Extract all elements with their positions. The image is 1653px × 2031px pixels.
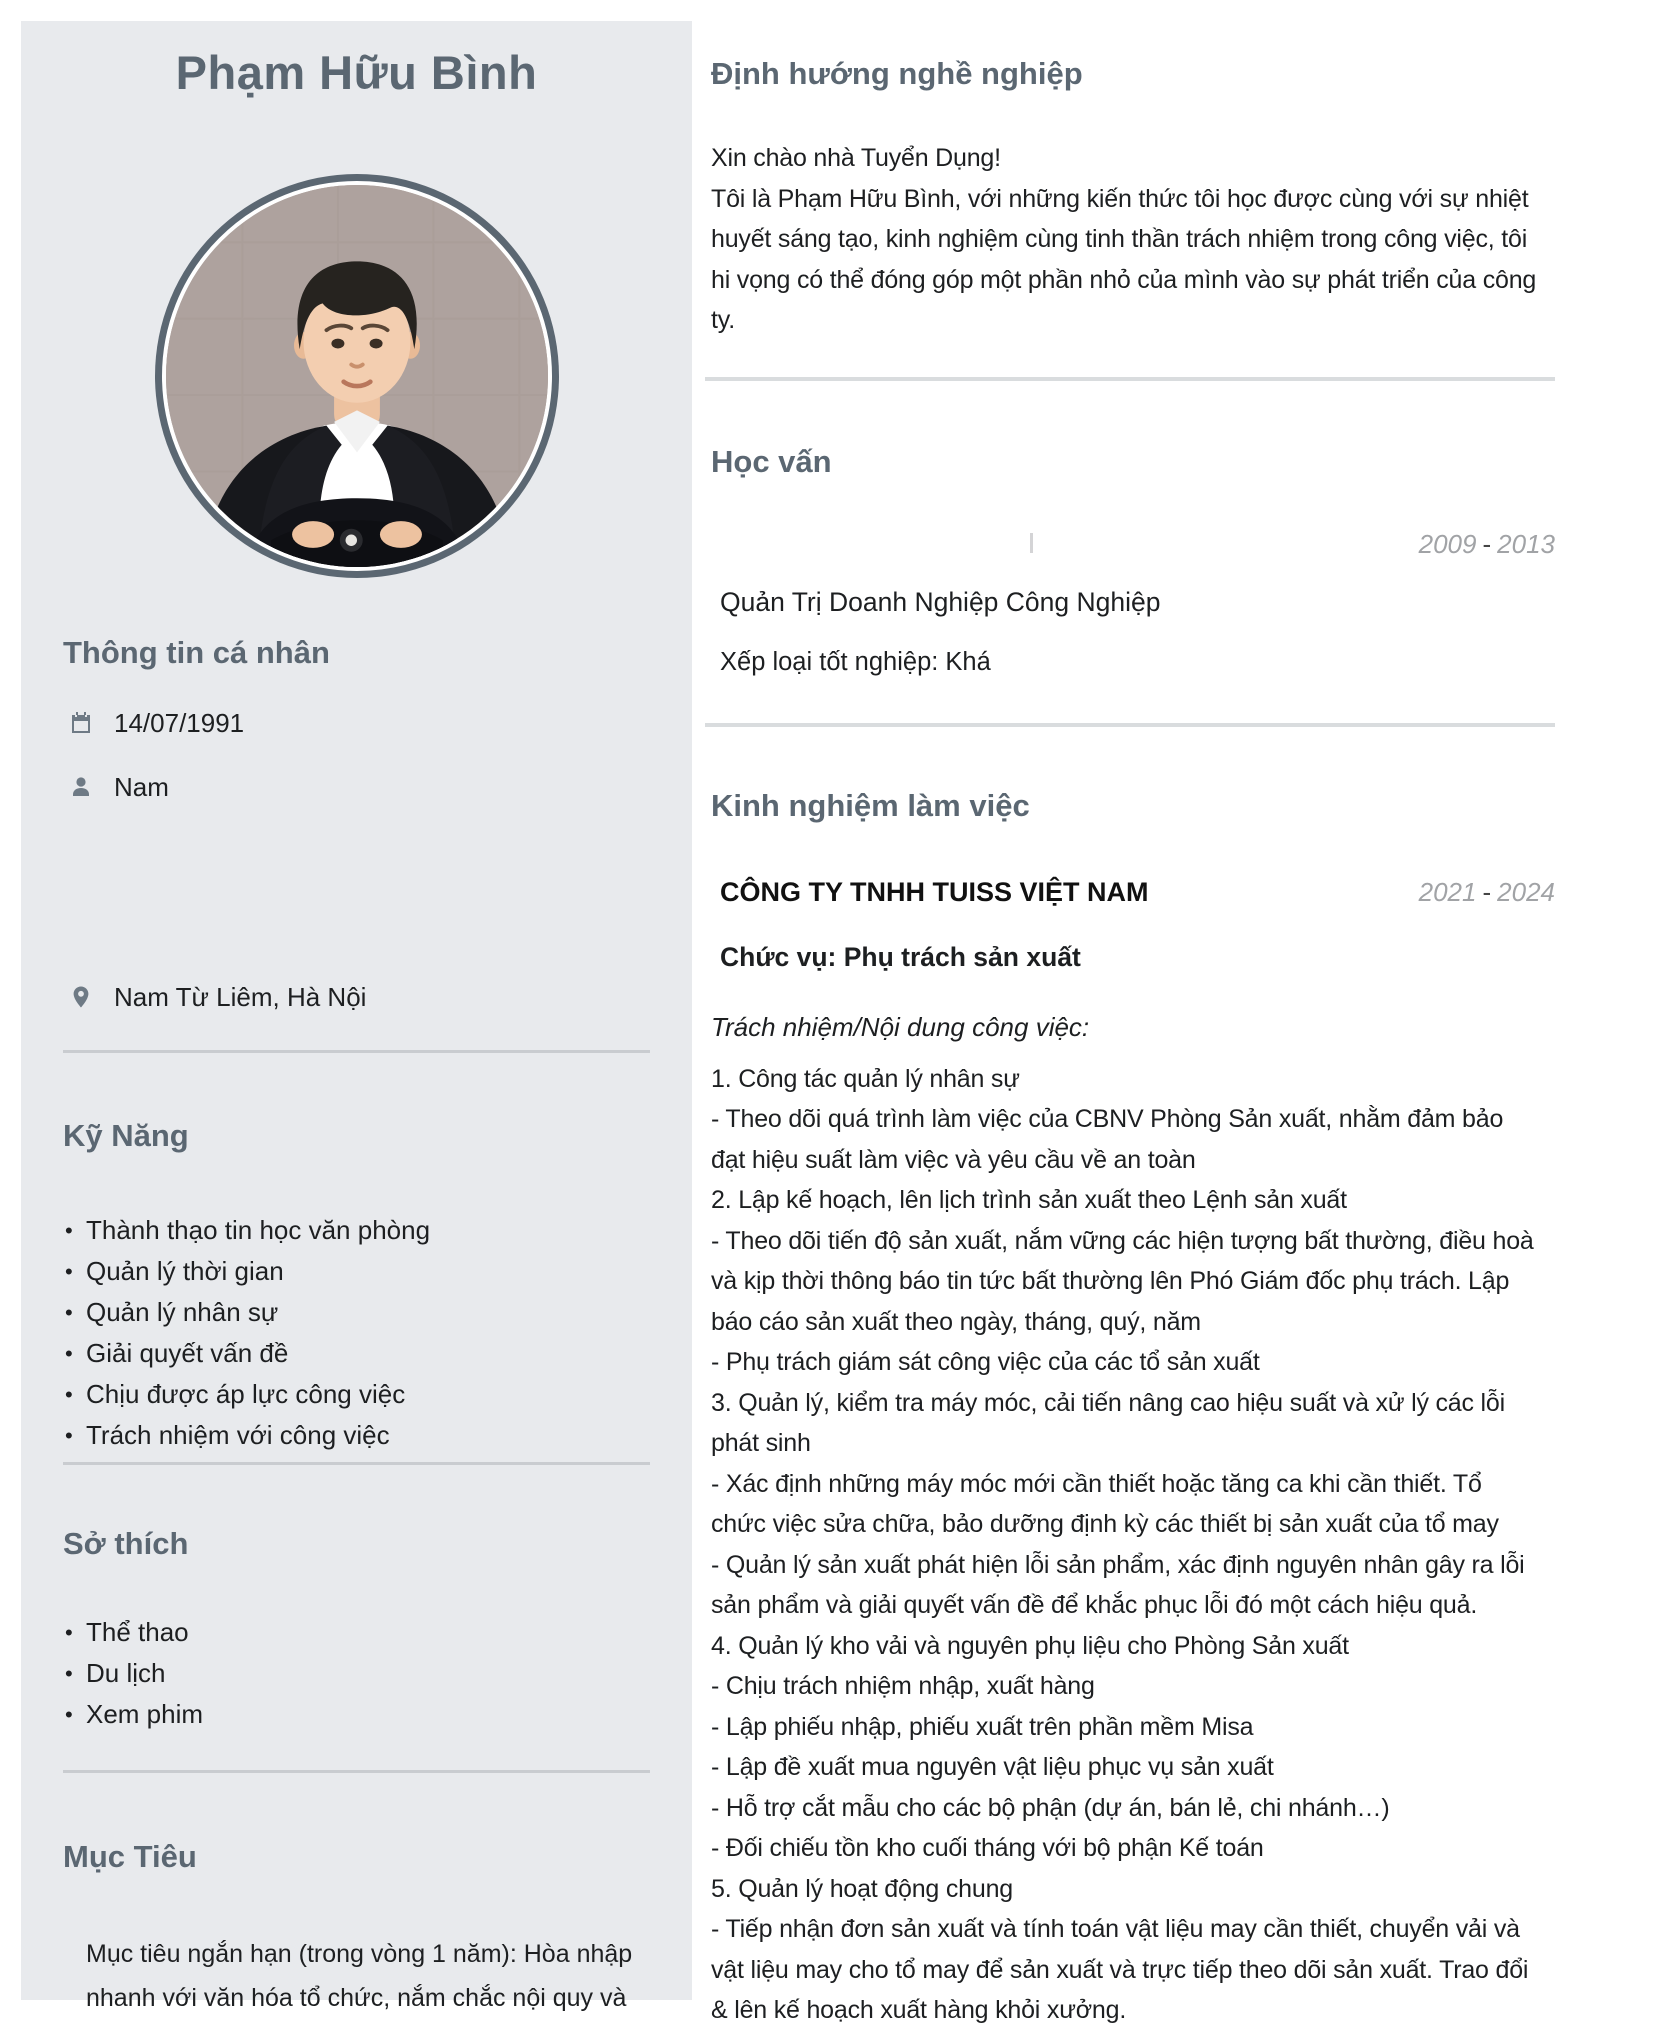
birth-date-value: 14/07/1991 [114,707,245,738]
goals-text [63,1932,650,2020]
person-icon [69,775,93,799]
duty-line: - Phụ trách giám sát công việc của các tổ sản xuất [711,1348,1260,1376]
education-major: Quản Trị Doanh Nghiệp Công Nghiệp [720,586,1161,617]
experience-heading: Kinh nghiệm làm việc [711,787,1030,823]
skill-item: • Thành thạo tin học văn phòng [63,1210,650,1251]
duty-line: - Quản lý sản xuất phát hiện lỗi sản phẩm, xác định nguyên nhân gây ra lỗi [711,1550,1525,1579]
duty-line: đạt hiệu suất làm việc và yêu cầu về an toàn [711,1145,1196,1174]
hobby-item: • Thể thao [63,1612,650,1653]
duties-list [705,1059,1555,2031]
sidebar [21,21,692,2012]
experience-end-year: 2024 [1497,876,1555,907]
orientation-heading: Định hướng nghề nghiệp [711,56,1083,91]
gender-row [63,770,650,804]
section-divider [705,377,1555,381]
duty-line: - Chịu trách nhiệm nhập, xuất hàng [711,1672,1095,1700]
paragraph-line: ty. [711,306,735,334]
orientation-paragraph [705,138,1555,341]
duty-line: - Theo dõi tiến độ sản xuất, nắm vững các hiện tượng bất thường, điều hoà [711,1226,1534,1255]
duty-line: 4. Quản lý kho vải và nguyên phụ liệu cho Phòng Sản xuất [711,1631,1349,1660]
duty-line: báo cáo sản xuất theo ngày, tháng, quý, năm [711,1307,1201,1336]
education-end-year: 2013 [1497,528,1555,559]
job-position: Chức vụ: Phụ trách sản xuất [720,941,1081,972]
location-pin-icon [69,985,93,1009]
year-separator: - [1482,528,1492,559]
hobby-item: • Du lịch [63,1653,650,1694]
sidebar-divider [63,1462,650,1465]
education-period-row [705,529,1555,561]
paragraph-line: Xin chào nhà Tuyển Dụng! [711,144,1001,172]
experience-company-row [705,877,1555,911]
section-divider [705,723,1555,727]
main-column [705,0,1555,2031]
education-period [1419,529,1555,560]
duties-label: Trách nhiệm/Nội dung công việc: [711,1011,1090,1042]
duty-line: vật liệu may cho tổ may để sản xuất và trực tiếp theo dõi sản xuất. Trao đổi [711,1955,1529,1984]
birth-date-row [63,706,650,740]
education-heading: Học vấn [711,443,832,479]
portrait-illustration [166,185,548,567]
sidebar-divider [63,1770,650,1773]
goals-heading: Mục Tiêu [63,1839,197,1874]
hobby-item: • Xem phim [63,1694,650,1735]
duty-line: - Đối chiếu tồn kho cuối tháng với bộ phận Kế toán [711,1834,1264,1862]
skill-item: • Chịu được áp lực công việc [63,1374,650,1415]
personal-info-heading: Thông tin cá nhân [63,635,330,670]
duty-line: và kịp thời thông báo tin tức bất thường lên Phó Giám đốc phụ trách. Lập [711,1267,1510,1295]
duty-line: 5. Quản lý hoạt động chung [711,1874,1013,1903]
education-grade: Xếp loại tốt nghiệp: Khá [720,647,991,676]
skill-item: • Trách nhiệm với công việc [63,1415,650,1456]
hobbies-heading: Sở thích [63,1526,189,1561]
calendar-icon [69,711,93,735]
duty-line: 1. Công tác quản lý nhân sự [711,1064,1020,1093]
redaction-artifact [1030,533,1033,553]
location-row [63,980,650,1014]
skill-item: • Quản lý thời gian [63,1251,650,1292]
skill-item: • Quản lý nhân sự [63,1292,650,1333]
paragraph-line: Tôi là Phạm Hữu Bình, với những kiến thức tôi học được cùng với sự nhiệt [711,184,1529,213]
gender-value: Nam [114,771,169,802]
skills-list [63,1210,650,1456]
experience-start-year: 2021 [1418,876,1477,907]
skill-item: • Giải quyết vấn đề [63,1333,650,1374]
company-name: CÔNG TY TNHH TUISS VIỆT NAM [720,876,1149,907]
candidate-name: Phạm Hữu Bình [175,46,538,99]
duty-line: - Theo dõi quá trình làm việc của CBNV Phòng Sản xuất, nhằm đảm bảo [711,1105,1504,1133]
sidebar-divider [63,1050,650,1053]
year-separator: - [1482,876,1492,907]
duty-line: - Lập phiếu nhập, phiếu xuất trên phần mềm Misa [711,1712,1254,1741]
goal-text-line: nhanh với văn hóa tổ chức, nắm chắc nội quy và [86,1984,627,2012]
paragraph-line: huyết sáng tạo, kinh nghiệm cùng tinh thần trách nhiệm trong công việc, tôi [711,225,1528,253]
paragraph-line: hi vọng có thể đóng góp một phần nhỏ của mình vào sự phát triển của công [711,265,1537,294]
duty-line: 3. Quản lý, kiểm tra máy móc, cải tiến nâng cao hiệu suất và xử lý các lỗi [711,1388,1505,1417]
duty-line: chức việc sửa chữa, bảo dưỡng định kỳ các thiết bị sản xuất của tổ may [711,1510,1499,1538]
duty-line: sản phẩm và giải quyết vấn đề để khắc phục lỗi đó một cách hiệu quả. [711,1591,1478,1619]
personal-info-rows [63,706,650,1014]
profile-photo [155,174,559,578]
duty-line: - Tiếp nhận đơn sản xuất và tính toán vật liệu may cần thiết, chuyển vải và [711,1915,1520,1943]
duty-line: - Hỗ trợ cắt mẫu cho các bộ phận (dự án, bán lẻ, chi nhánh…) [711,1793,1390,1822]
duty-line: - Lập đề xuất mua nguyên vật liệu phục vụ sản xuất [711,1753,1274,1781]
duty-line: & lên kế hoạch xuất hàng khỏi xưởng. [711,1996,1127,2024]
duty-line: 2. Lập kế hoạch, lên lịch trình sản xuất theo Lệnh sản xuất [711,1186,1347,1214]
skills-heading: Kỹ Năng [63,1118,189,1153]
profile-photo-image [162,181,552,571]
hobbies-list [63,1612,650,1735]
goal-text-line: Mục tiêu ngắn hạn (trong vòng 1 năm): Hòa nhập [86,1940,633,1968]
experience-period [1419,877,1555,908]
location-value: Nam Từ Liêm, Hà Nội [114,981,367,1012]
duty-line: phát sinh [711,1429,811,1457]
duty-line: - Xác định những máy móc mới cần thiết hoặc tăng ca khi cần thiết. Tổ [711,1469,1482,1498]
education-start-year: 2009 [1418,528,1477,559]
